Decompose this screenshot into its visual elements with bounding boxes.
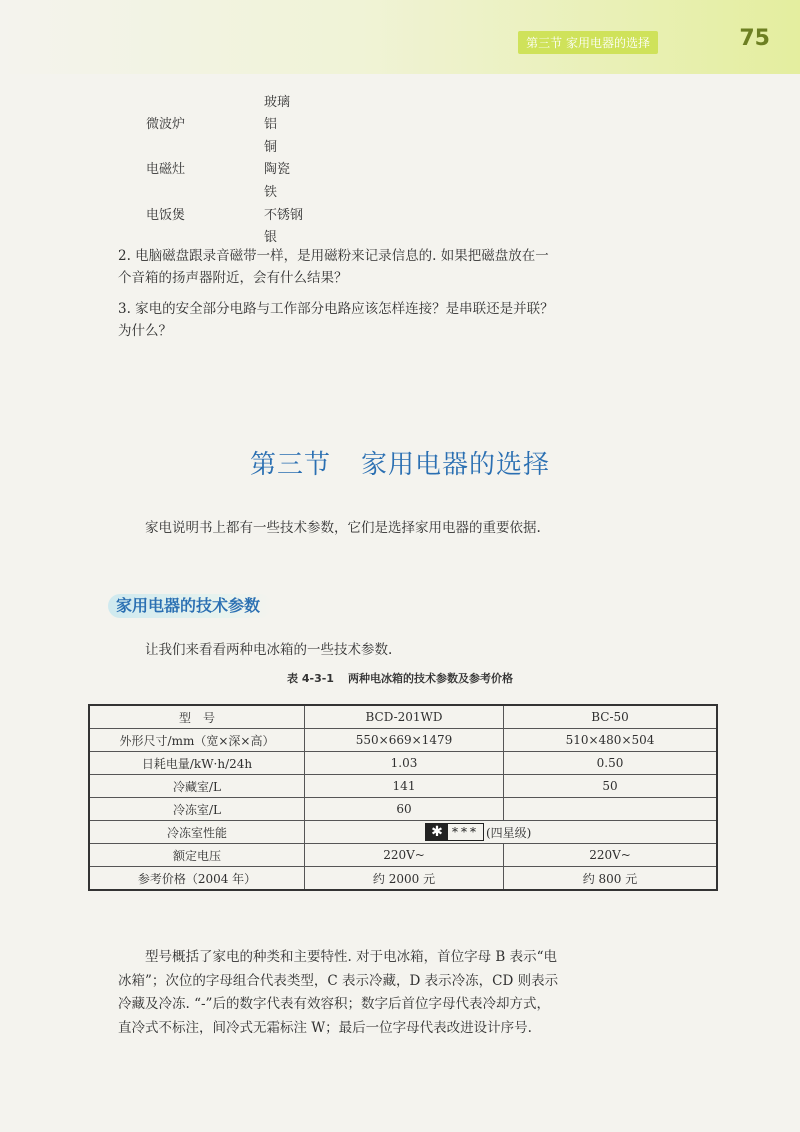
section-heading: 家用电器的选择 — [361, 450, 551, 480]
table-row — [89, 844, 717, 867]
table-cell: 型 号 — [89, 705, 305, 729]
section-number: 第三节 — [249, 450, 331, 480]
table-cell: 冷冻室性能 — [89, 821, 305, 844]
table-cell: 冷藏室/L — [89, 775, 305, 798]
table-cell: BC-50 — [504, 705, 718, 729]
material-item: 陶瓷 — [264, 162, 291, 177]
closing-paragraph: 型号概括了家电的种类和主要特性. 对于电冰箱，首位字母 B 表示“电冰箱”；次位的字母组合代表类型，C 表示冷藏，D 表示冷冻，CD 则表示冷藏及冷冻. “-”后的数字代表有效容积；数字后首位字母代表冷却方式，直冷式不标注，间冷式无霜标注 W；最后一位字母代表改进设计序号. — [118, 949, 559, 1036]
table-cell: 50 — [504, 775, 718, 798]
page-number: 75 — [739, 26, 770, 51]
table-row — [89, 775, 717, 798]
spec-table — [88, 704, 718, 891]
table-row — [89, 867, 717, 891]
table-cell: 220V~ — [305, 844, 504, 867]
small-stars-icon: *** — [452, 825, 479, 839]
appliance-induction-cooker: 电磁灶 — [146, 162, 186, 177]
freezer-rating-cell — [305, 821, 718, 844]
table-row — [89, 821, 717, 844]
material-item: 铁 — [264, 185, 278, 200]
table-cell: 220V~ — [504, 844, 718, 867]
lead-paragraph: 让我们来看看两种电冰箱的一些技术参数. — [145, 642, 393, 658]
running-header-section: 第三节 家用电器的选择 — [518, 31, 658, 54]
table-cell: 额定电压 — [89, 844, 305, 867]
freezer-star-rating — [425, 823, 484, 841]
table-cell: 约 2000 元 — [305, 867, 504, 891]
table-cell: 510×480×504 — [504, 729, 718, 752]
material-item: 不锈钢 — [264, 208, 304, 223]
table-row — [89, 729, 717, 752]
table-row — [89, 752, 717, 775]
table-cell: BCD-201WD — [305, 705, 504, 729]
table-cell: 1.03 — [305, 752, 504, 775]
material-item: 铜 — [264, 140, 278, 155]
material-list — [0, 0, 800, 245]
material-item: 银 — [264, 230, 278, 245]
freezer-rating-note: (四星级) — [486, 825, 532, 840]
big-star-icon: ✱ — [426, 824, 448, 840]
table-cell: 0.50 — [504, 752, 718, 775]
table-cell: 60 — [305, 798, 504, 821]
material-item: 玻璃 — [264, 95, 291, 110]
table-cell: 141 — [305, 775, 504, 798]
table-row — [89, 798, 717, 821]
table-cell: 约 800 元 — [504, 867, 718, 891]
table-cell: 参考价格（2004 年） — [89, 867, 305, 891]
table-cell: 冷冻室/L — [89, 798, 305, 821]
table-cell: 外形尺寸/mm（宽×深×高） — [89, 729, 305, 752]
subheading: 家用电器的技术参数 — [108, 594, 272, 618]
table-caption — [0, 670, 800, 686]
table-caption-number: 表 4-3-1 — [287, 672, 334, 685]
table-cell: 日耗电量/kW·h/24h — [89, 752, 305, 775]
table-cell: 550×669×1479 — [305, 729, 504, 752]
table-cell — [504, 798, 718, 821]
question-2: 2. 电脑磁盘跟录音磁带一样，是用磁粉来记录信息的. 如果把磁盘放在一个音箱的扬声器附近，会有什么结果？ — [118, 248, 549, 286]
table-caption-title: 两种电冰箱的技术参数及参考价格 — [347, 672, 513, 685]
appliance-rice-cooker: 电饭煲 — [146, 208, 186, 223]
material-item: 铝 — [264, 117, 278, 132]
intro-paragraph: 家电说明书上都有一些技术参数，它们是选择家用电器的重要依据. — [145, 520, 541, 536]
question-3: 3. 家电的安全部分电路与工作部分电路应该怎样连接？是串联还是并联？为什么？ — [118, 301, 554, 339]
section-title — [0, 444, 800, 481]
table-row — [89, 705, 717, 729]
appliance-microwave: 微波炉 — [146, 117, 186, 132]
